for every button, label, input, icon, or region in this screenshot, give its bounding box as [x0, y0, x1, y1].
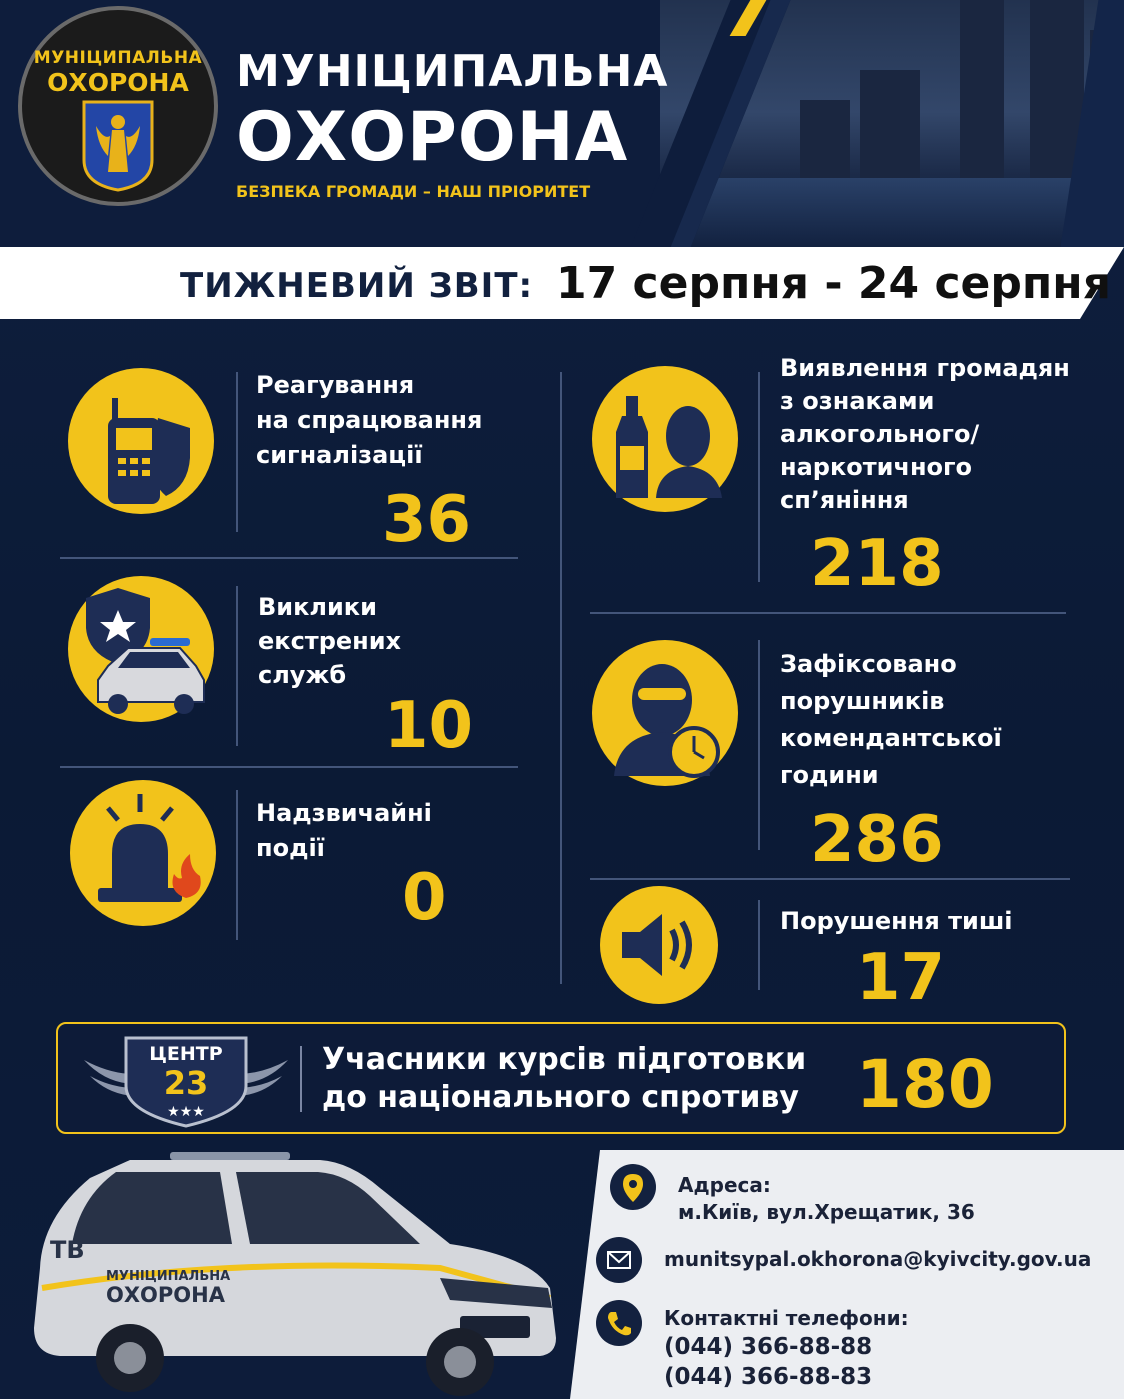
email-link[interactable]: munitsypal.okhorona@kyivcity.gov.ua	[664, 1247, 1092, 1271]
car-door-text-1: МУНІЦИПАЛЬНА	[106, 1269, 231, 1284]
divider	[236, 790, 238, 940]
divider	[236, 586, 238, 746]
stat-noise-label: Порушення тиші	[780, 907, 1013, 935]
kyiv-coat-of-arms-icon	[82, 100, 154, 192]
centre23-line2: до національного спротиву	[322, 1080, 799, 1115]
centre23-badge-num: 23	[163, 1064, 209, 1102]
divider	[60, 766, 518, 768]
brand-title-line2: ОХОРОНА	[236, 98, 629, 177]
bottle-person-icon	[592, 366, 738, 512]
stat-intoxicated-label: Виявлення громадян з ознаками алкогольного/ наркотичного сп’яніння	[780, 354, 1070, 514]
stat-incidents-circle	[70, 780, 216, 926]
divider	[236, 372, 238, 532]
patrol-car-image	[20, 1148, 580, 1399]
car-number-text: TB	[50, 1236, 85, 1264]
divider	[60, 557, 518, 559]
masked-person-clock-icon	[592, 640, 738, 786]
phone-2[interactable]: (044) 366-88-83	[664, 1364, 873, 1390]
logo-text-bottom: ОХОРОНА	[47, 68, 189, 97]
phone-1[interactable]: (044) 366-88-88	[664, 1334, 873, 1360]
tagline: БЕЗПЕКА ГРОМАДИ – НАШ ПРІОРИТЕТ	[236, 182, 591, 201]
logo	[18, 6, 218, 206]
location-pin-icon	[610, 1164, 656, 1210]
brand-title-line1: МУНІЦИПАЛЬНА	[236, 46, 669, 97]
divider	[758, 900, 760, 990]
stat-intoxicated-circle	[592, 366, 738, 512]
stat-calls-value: 10	[384, 689, 474, 763]
siren-fire-icon	[70, 780, 216, 926]
address-value: м.Київ, вул.Хрещатик, 36	[678, 1200, 975, 1224]
report-label: ТИЖНЕВИЙ ЗВІТ:	[180, 266, 534, 306]
divider	[758, 372, 760, 582]
stat-curfew-label: Зафіксовано порушників комендантської години	[780, 650, 1002, 789]
stat-calls-circle	[68, 576, 214, 722]
stat-calls-label: Виклики екстрених служб	[258, 593, 402, 689]
centre23-value: 180	[856, 1046, 994, 1123]
stat-curfew-circle	[592, 640, 738, 786]
divider	[590, 612, 1066, 614]
divider	[300, 1046, 302, 1112]
car-door-text-2: ОХОРОНА	[106, 1283, 225, 1307]
stat-curfew-value: 286	[810, 803, 944, 877]
phone-icon	[596, 1300, 642, 1346]
phones-label: Контактні телефони:	[664, 1306, 909, 1330]
stat-intoxicated-value: 218	[810, 527, 944, 601]
police-car-icon	[68, 576, 214, 722]
report-period: 17 серпня - 24 серпня	[556, 258, 1111, 309]
centre23-line1: Учасники курсів підготовки	[322, 1042, 807, 1077]
stat-incidents-label: Надзвичайні події	[256, 799, 432, 862]
stat-incidents-value: 0	[402, 861, 447, 935]
divider	[590, 878, 1070, 880]
radio-shield-icon	[68, 368, 214, 514]
stat-noise-value: 17	[856, 941, 946, 1015]
speaker-icon	[600, 886, 718, 1004]
logo-text-top: МУНІЦИПАЛЬНА	[33, 48, 203, 68]
mail-icon	[596, 1237, 642, 1283]
svg-text:★★★: ★★★	[167, 1104, 205, 1120]
address-label: Адреса:	[678, 1173, 771, 1197]
divider	[560, 372, 562, 984]
stat-noise-circle	[600, 886, 718, 1004]
stat-alarm-circle	[68, 368, 214, 514]
divider	[758, 640, 760, 850]
stat-alarm-value: 36	[382, 483, 472, 557]
centre23-badge-icon	[80, 1030, 292, 1128]
stat-alarm-label: Реагування на спрацювання сигналізації	[256, 371, 483, 469]
centre23-badge-top: ЦЕНТР	[149, 1043, 223, 1065]
